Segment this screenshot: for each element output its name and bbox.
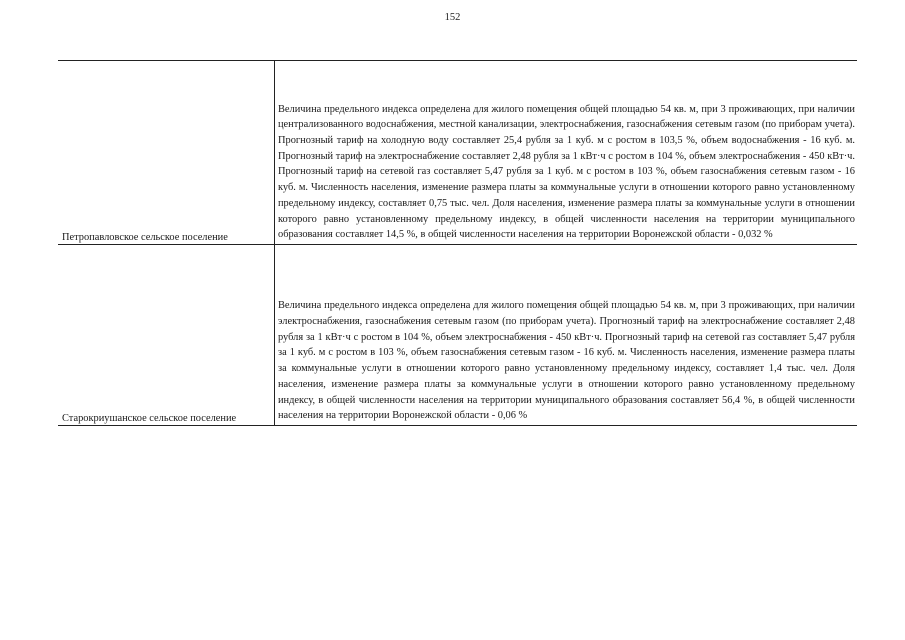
settlement-name: Петропавловское сельское поселение <box>62 232 228 243</box>
index-table <box>58 60 857 426</box>
table-row <box>58 61 857 244</box>
description-cell <box>275 245 857 425</box>
table-row <box>58 244 857 425</box>
description-cell <box>275 61 857 244</box>
index-description: Величина предельного индекса определена для жилого помещения общей площадью 54 кв. м, при 3 проживающих, при наличии электроснабжения, газоснабжения сетевым газом (по приборам учета). Прогнозный тариф на электроснабжение составляет 2,48 рубля за 1 кВт·ч с ростом в 104 %, объем электроснабжения - 450 кВт·ч. Прогнозный тариф на сетевой газ составляет 5,47 рубля за 1 куб. м с ростом в 103 %, объем газоснабжения сетевым газом - 16 куб. м. Численность населения, изменение размера платы за коммунальные услуги в отношении которого равно установленному предельному индексу, составляет 1,4 тыс. чел. Доля населения, изменение размера платы за коммунальные услуги в отношении которого равно установленному предельному индексу, в общей численности населения на территории муниципального образования составляет 56,4 %, в общей численности населения на территории Воронежской области - 0,06 % <box>278 300 855 422</box>
settlement-name-cell <box>58 245 275 425</box>
settlement-name: Старокриушанское сельское поселение <box>62 413 237 424</box>
page-number: 152 <box>444 12 461 23</box>
settlement-name-cell <box>58 61 275 244</box>
index-description: Величина предельного индекса определена для жилого помещения общей площадью 54 кв. м, при 3 проживающих, при наличии централизованного водоснабжения, местной канализации, электроснабжения, газоснабжения сетевым газом (по приборам учета). Прогнозный тариф на холодную воду составляет 25,4 рубля за 1 куб. м с ростом в 103,5 %, объем водоснабжения - 16 куб. м. Прогнозный тариф на электроснабжение составляет 2,48 рубля за 1 кВт·ч с ростом в 104 %, объем электроснабжения - 450 кВт·ч. Прогнозный тариф на сетевой газ составляет 5,47 рубля за 1 куб. м с ростом в 103 %, объем газоснабжения сетевым газом - 16 куб. м. Численность населения, изменение размера платы за коммунальные услуги в отношении которого равно установленному предельному индексу, составляет 0,75 тыс. чел. Доля населения, изменение размера платы за коммунальные услуги в отношении которого равно установленному предельному индексу, в общей численности населения на территории муниципального образования составляет 14,5 %, в общей численности населения на территории Воронежской области - 0,032 % <box>278 103 855 241</box>
